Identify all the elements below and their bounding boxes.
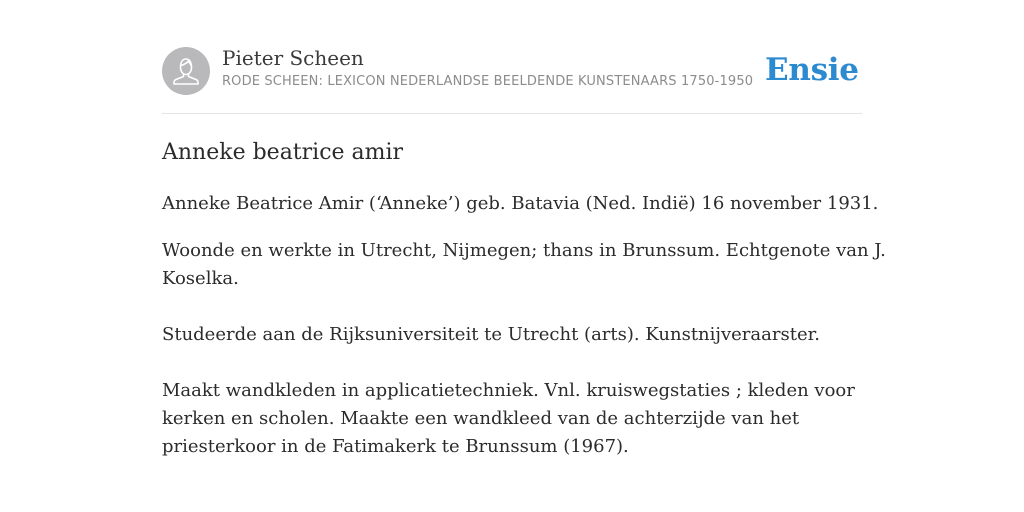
header-divider — [162, 113, 862, 114]
ensie-logo[interactable]: Ensie — [765, 52, 859, 88]
text-line: priesterkoor in de Fatimakerk te Brunssum (1967). — [162, 436, 629, 457]
text-line: Maakt wandkleden in applicatietechniek. Vnl. kruiswegstaties ; kleden voor — [162, 380, 855, 401]
author-name[interactable]: Pieter Scheen — [222, 46, 364, 70]
paragraph-residence — [162, 237, 886, 293]
author-header — [162, 46, 862, 96]
user-silhouette-icon — [162, 47, 210, 95]
article-title: Anneke beatrice amir — [162, 140, 404, 165]
text-line: Koselka. — [162, 268, 239, 289]
avatar[interactable] — [162, 47, 210, 95]
paragraph-education: Studeerde aan de Rijksuniversiteit te Utrecht (arts). Kunstnijveraarster. — [162, 324, 820, 345]
paragraph-works — [162, 377, 855, 461]
text-line: Woonde en werkte in Utrecht, Nijmegen; thans in Brunssum. Echtgenote van J. — [162, 240, 886, 261]
paragraph-birth: Anneke Beatrice Amir (‘Anneke’) geb. Batavia (Ned. Indië) 16 november 1931. — [162, 193, 879, 214]
source-title[interactable]: RODE SCHEEN: LEXICON NEDERLANDSE BEELDENDE KUNSTENAARS 1750-1950 — [222, 74, 754, 89]
text-line: kerken en scholen. Maakte een wandkleed van de achterzijde van het — [162, 408, 800, 429]
